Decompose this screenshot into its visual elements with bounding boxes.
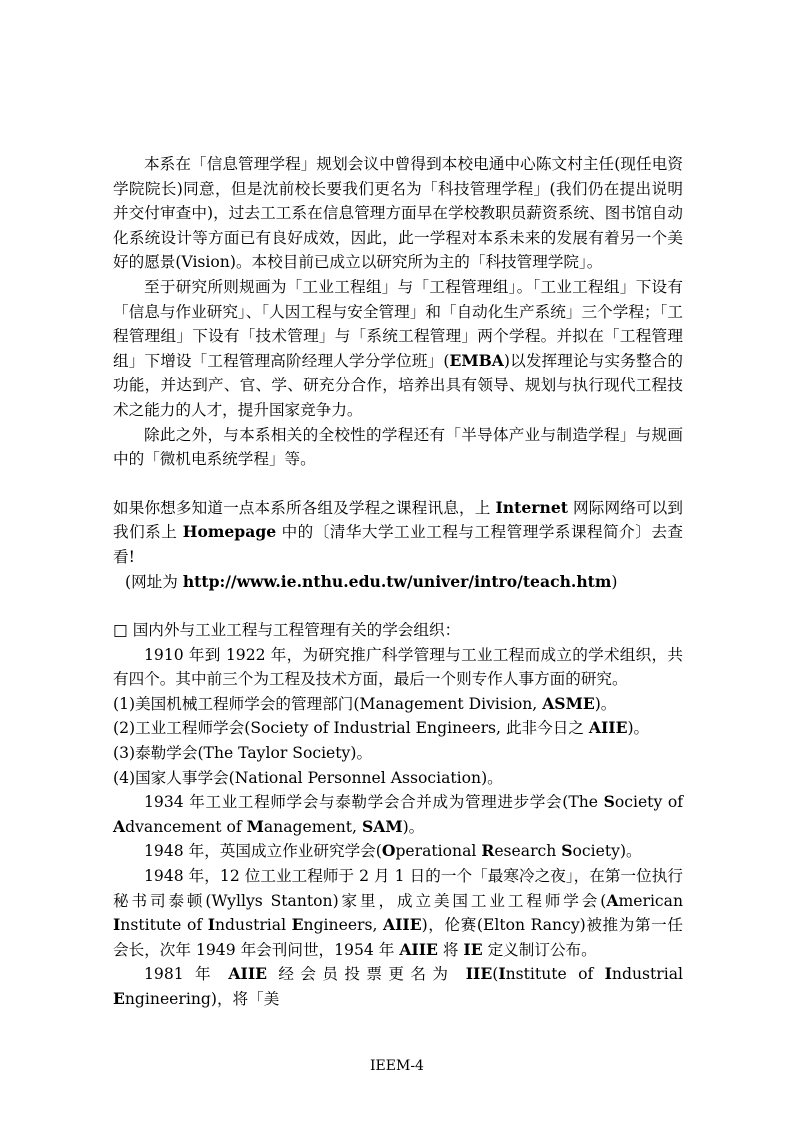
url-line: (网址为 http://www.ie.nthu.edu.tw/univer/intro/teach.htm)	[125, 571, 618, 591]
societies-paragraph-4: 1948 年，12 位工业工程师于 2 月 1 日的一个「最寒冷之夜」，在第一位执行秘书司泰顿(Wyllys Stanton)家里，成立美国工业工程师学会(American Institute of Industrial Engineers, AIIE)，伦赛(Elton Rancy)被推为第一任会长，次年 1949 年会刊问世，1954 年 AIIE 将 IE 定义制订公布。	[113, 867, 683, 959]
societies-paragraph-5: 1981 年 AIIE 经会员投票更名为 IIE(Institute of Industrial Engineering)，将「美	[113, 964, 683, 1008]
intro-paragraph-1: 本系在「信息管理学程」规划会议中曾得到本校电通中心陈文村主任(现任电资学院院长)同意，但是沈前校长要我们更名为「科技管理学程」(我们仍在提出说明并交付审查中)，过去工工系在信息管理方面早在学校教职员薪资系统、图书馆自动化系统设计等方面已有良好成效，因此，此一学程对本系未来的发展有着另一个美好的愿景(Vision)。本校目前已成立以研究所为主的「科技管理学院」。	[113, 155, 683, 272]
society-list-item-3: (3)泰勒学会(The Taylor Society)。	[113, 744, 373, 763]
societies-paragraph-1: 1910 年到 1922 年，为研究推广科学管理与工业工程而成立的学术组织，共有四个。其中前三个为工程及技术方面，最后一个则专作人事方面的研究。	[113, 645, 683, 689]
body-text	[113, 152, 683, 1012]
society-list-item-4: (4)国家人事学会(National Personnel Association)。	[113, 768, 503, 787]
society-list-item-2: (2)工业工程师学会(Society of Industrial Engineers, 此非今日之 AIIE)。	[113, 718, 650, 738]
societies-heading: □ 国内外与工业工程与工程管理有关的学会组织：	[113, 621, 461, 640]
info-paragraph: 如果你想多知道一点本系所各组及学程之课程讯息，上 Internet 网际网络可以到我们系上 Homepage 中的〔清华大学工业工程与工程管理学系课程简介〕去查看!	[113, 497, 683, 566]
homepage-url: http://www.ie.nthu.edu.tw/univer/intro/teach.htm	[182, 571, 612, 591]
society-list-item-1: (1)美国机械工程师学会的管理部门(Management Division, ASME)。	[113, 693, 617, 713]
intro-paragraph-3: 除此之外，与本系相关的全校性的学程还有「半导体产业与制造学程」与规画中的「微机电系统学程」等。	[113, 425, 683, 469]
societies-paragraph-3: 1948 年，英国成立作业研究学会(Operational Research Society)。	[144, 841, 642, 861]
intro-paragraph-2: 至于研究所则规画为「工业工程组」与「工程管理组」。「工业工程组」下设有「信息与作业研究」、「人因工程与安全管理」和「自动化生产系统」三个学程；「工程管理组」下设有「技术管理」与「系统工程管理」两个学程。并拟在「工程管理组」下增设「工程管理高阶经理人学分学位班」(EMBA)以发挥理论与实务整合的功能，并达到产、官、学、研充分合作，培养出具有领导、规划与执行现代工程技术之能力的人才，提升国家竞争力。	[113, 277, 683, 419]
page-number: IEEM-4	[370, 1058, 424, 1074]
section-gap	[113, 472, 683, 496]
section-gap	[113, 594, 683, 618]
societies-paragraph-2: 1934 年工业工程师学会与泰勒学会合并成为管理进步学会(The Society of Advancement of Management, SAM)。	[113, 792, 683, 836]
